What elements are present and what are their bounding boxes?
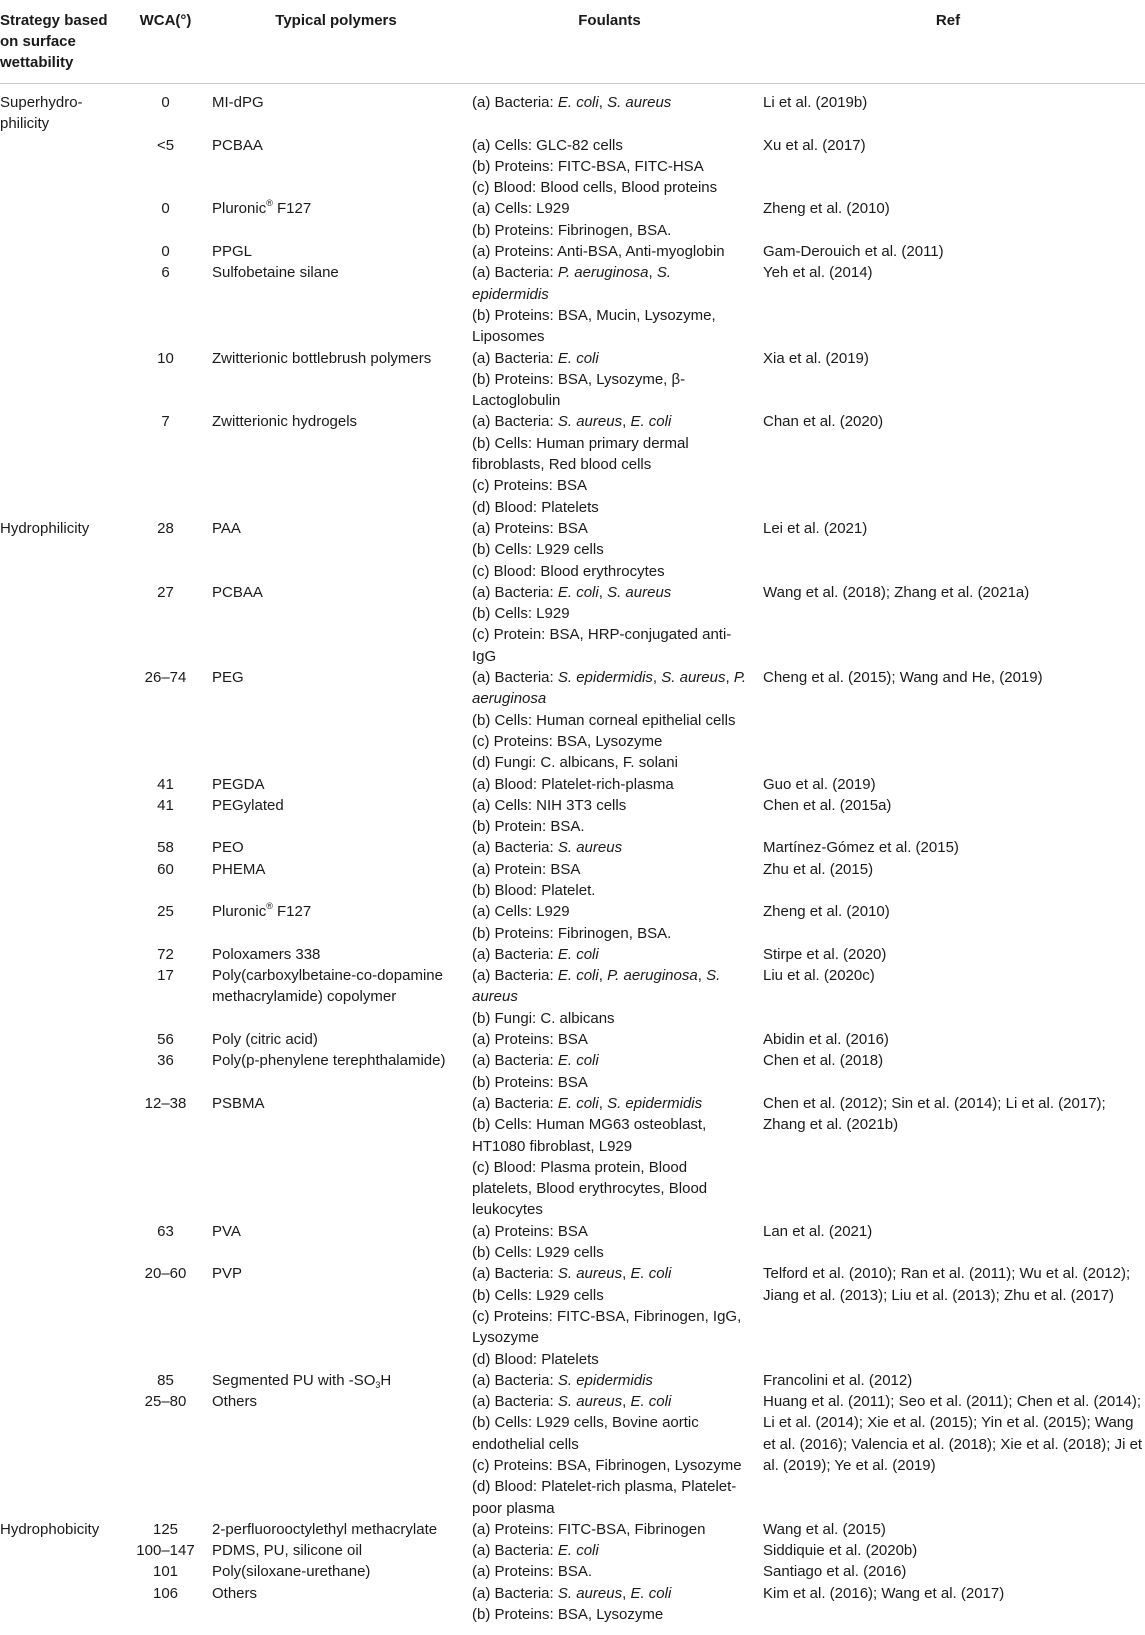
foulants-cell xyxy=(468,837,751,858)
foulant-line: (c) Proteins: BSA, Lysozyme xyxy=(472,732,663,750)
strategy-cell xyxy=(0,1561,127,1582)
strategy-cell xyxy=(0,944,127,965)
strategy-cell xyxy=(0,262,127,347)
wca-cell: 106 xyxy=(152,1584,179,1602)
polymer-cell: Pluronic® F127 xyxy=(212,198,312,218)
foulant-line: (b) Cells: L929 cells xyxy=(472,1286,604,1304)
foulant-line: (b) Proteins: FITC-BSA, FITC-HSA xyxy=(472,157,704,175)
strategy-cell xyxy=(0,1050,127,1093)
foulants-cell xyxy=(468,944,751,965)
table-row xyxy=(0,262,1145,347)
polymer-cell: PVA xyxy=(212,1222,241,1240)
polymer-cell: PCBAA xyxy=(212,583,263,601)
wca-cell: 0 xyxy=(161,94,170,111)
foulants-cell xyxy=(468,859,751,902)
foulant-line: (c) Blood: Blood erythrocytes xyxy=(472,562,665,580)
foulants-cell xyxy=(468,901,751,944)
header-ref: Ref xyxy=(751,0,1145,84)
foulants-cell xyxy=(468,582,751,667)
table-row xyxy=(0,1561,1145,1582)
strategy-cell xyxy=(0,135,127,199)
polymer-cell: Poloxamers 338 xyxy=(212,945,321,963)
ref-cell: Liu et al. (2020c) xyxy=(763,967,875,985)
polymer-cell: Zwitterionic hydrogels xyxy=(212,413,358,431)
ref-cell: Kim et al. (2016); Wang et al. (2017) xyxy=(763,1584,1005,1602)
foulants-cell xyxy=(468,1050,751,1093)
wca-cell: 101 xyxy=(152,1563,179,1581)
table-header-row xyxy=(0,0,1145,84)
strategy-cell xyxy=(0,1093,127,1221)
polymer-cell: Segmented PU with $-SO_3H$ xyxy=(212,1371,392,1390)
ref-cell: Cheng et al. (2015); Wang and He, (2019) xyxy=(763,669,1043,687)
polymer-cell: PDMS, PU, silicone oil xyxy=(212,1542,363,1560)
polymer-cell: MI-dPG xyxy=(212,94,264,111)
strategy-cell xyxy=(0,1370,127,1391)
strategy-cell xyxy=(0,411,127,517)
polymer-cell: PEGDA xyxy=(212,775,265,793)
foulants-cell xyxy=(468,84,751,135)
strategy-cell xyxy=(0,348,127,412)
polymer-cell: PPGL xyxy=(212,243,253,261)
wca-cell: 125 xyxy=(152,1520,179,1538)
polymer-cell: PSBMA xyxy=(212,1094,265,1112)
foulants-cell xyxy=(468,1093,751,1221)
foulant-line: (b) Proteins: BSA xyxy=(472,1073,588,1091)
polymer-cell: PVP xyxy=(212,1265,243,1283)
foulant-line: (a) Bacteria: E. coli xyxy=(472,349,599,367)
wca-cell: 28 xyxy=(157,519,174,537)
wca-cell: 41 xyxy=(157,775,174,793)
wca-cell: 56 xyxy=(157,1031,174,1049)
wca-cell: 20–60 xyxy=(144,1265,187,1283)
header-strategy: Strategy based on surface wettability xyxy=(0,0,127,84)
wca-cell: 17 xyxy=(157,967,174,985)
foulant-line: (b) Blood: Platelet. xyxy=(472,881,596,899)
polymer-cell: PEG xyxy=(212,669,244,687)
table-row xyxy=(0,198,1145,241)
table-body xyxy=(0,84,1145,1626)
ref-cell: Zheng et al. (2010) xyxy=(763,903,890,921)
ref-cell: Wang et al. (2018); Zhang et al. (2021a) xyxy=(763,583,1030,601)
foulant-line: (c) Proteins: FITC-BSA, Fibrinogen, IgG, Lysozyme xyxy=(472,1307,742,1347)
foulant-line: (d) Fungi: C. albicans, F. solani xyxy=(472,754,678,772)
foulant-line: (a) Proteins: Anti-BSA, Anti-myoglobin xyxy=(472,243,725,261)
table-row xyxy=(0,667,1145,773)
foulants-cell xyxy=(468,1221,751,1264)
wca-cell: <5 xyxy=(156,136,175,154)
foulants-cell xyxy=(468,1029,751,1050)
foulant-line: (d) Blood: Platelets xyxy=(472,498,599,516)
wca-cell: 60 xyxy=(157,860,174,878)
table-row xyxy=(0,944,1145,965)
foulants-cell xyxy=(468,795,751,838)
ref-cell: Wang et al. (2015) xyxy=(763,1520,886,1538)
foulants-cell xyxy=(468,1519,751,1540)
wca-cell: 41 xyxy=(157,796,174,814)
foulant-line: (a) Bacteria: S. aureus, E. coli xyxy=(472,1584,672,1602)
foulant-line: (c) Proteins: BSA, Fibrinogen, Lysozyme xyxy=(472,1457,742,1474)
table-row xyxy=(0,582,1145,667)
foulant-line: (d) Blood: Platelets xyxy=(472,1350,599,1368)
header-foulants: Foulants xyxy=(468,0,751,84)
foulant-line: (a) Cells: NIH 3T3 cells xyxy=(472,796,627,814)
wca-cell: 100–147 xyxy=(136,1542,195,1560)
strategy-cell xyxy=(0,1263,127,1369)
table-row xyxy=(0,859,1145,902)
polymer-cell: Pluronic® F127 xyxy=(212,901,312,921)
ref-cell: Chen et al. (2012); Sin et al. (2014); Li et al. (2017); Zhang et al. (2021b) xyxy=(763,1094,1106,1134)
wca-cell: 0 xyxy=(161,200,170,218)
strategy-cell xyxy=(0,198,127,241)
polymer-cell: PEO xyxy=(212,839,244,857)
foulant-line: (a) Bacteria: S. aureus xyxy=(472,839,623,857)
foulant-line: (a) Bacteria: S. epidermidis, S. aureus, P. aeruginosa xyxy=(472,669,747,708)
strategy-cell xyxy=(0,965,127,1029)
ref-cell: Stirpe et al. (2020) xyxy=(763,945,887,963)
polymer-cell: Sulfobetaine silane xyxy=(212,264,339,282)
foulants-cell xyxy=(468,1391,751,1519)
ref-cell: Abidin et al. (2016) xyxy=(763,1031,889,1049)
table-row xyxy=(0,1583,1145,1626)
foulant-line: (b) Protein: BSA. xyxy=(472,818,585,836)
strategy-cell xyxy=(0,1540,127,1561)
ref-cell: Guo et al. (2019) xyxy=(763,775,876,793)
table-row xyxy=(0,1093,1145,1221)
polymer-cell: Poly(p-phenylene terephthalamide) xyxy=(212,1052,446,1070)
strategy-cell xyxy=(0,1221,127,1264)
foulants-cell xyxy=(468,241,751,262)
ref-cell: Telford et al. (2010); Ran et al. (2011); Wu et al. (2012); Jiang et al. (2013); Liu et al. (2013); Zhu et al. (2017) xyxy=(763,1265,1131,1304)
foulant-line: (a) Bacteria: S. epidermidis xyxy=(472,1371,653,1389)
wca-cell: 58 xyxy=(157,839,174,857)
foulant-line: (c) Protein: BSA, HRP-conjugated anti-IgG xyxy=(472,626,732,665)
strategy-cell xyxy=(0,774,127,795)
wca-cell: 27 xyxy=(157,583,174,601)
wca-cell: 12–38 xyxy=(144,1094,187,1112)
foulants-cell xyxy=(468,348,751,412)
wca-cell: 63 xyxy=(157,1222,174,1240)
polymer-cell: Poly(siloxane-urethane) xyxy=(212,1563,371,1581)
table-row xyxy=(0,901,1145,944)
foulant-line: (a) Cells: L929 xyxy=(472,200,570,218)
ref-cell: Francolini et al. (2012) xyxy=(763,1371,913,1389)
strategy-cell xyxy=(0,837,127,858)
strategy-cell xyxy=(0,667,127,773)
ref-cell: Yeh et al. (2014) xyxy=(763,264,873,282)
foulant-line: (b) Cells: Human MG63 osteoblast, HT1080 fibroblast, L929 xyxy=(472,1116,707,1155)
polymer-cell: Others xyxy=(212,1584,258,1602)
table-row xyxy=(0,135,1145,199)
ref-cell: Gam-Derouich et al. (2011) xyxy=(763,243,944,261)
foulant-line: (b) Proteins: BSA, Lysozyme xyxy=(472,1606,664,1624)
table-row xyxy=(0,84,1145,135)
foulants-cell xyxy=(468,1561,751,1582)
strategy-cell xyxy=(0,859,127,902)
table-row xyxy=(0,1050,1145,1093)
strategy-cell xyxy=(0,901,127,944)
polymer-cell: PHEMA xyxy=(212,860,266,878)
polymer-cell: 2-perfluorooctylethyl methacrylate xyxy=(212,1520,438,1538)
table-row xyxy=(0,1221,1145,1264)
table-row xyxy=(0,965,1145,1029)
table-row xyxy=(0,518,1145,582)
ref-cell: Huang et al. (2011); Seo et al. (2011); Chen et al. (2014); Li et al. (2014); Xie et al. (2015); Yin et al. (2015); Wang et al. (2016); Valencia et al. (2018); Xie et al. (2018); Ji et al. (2019); Ye et al. (2019) xyxy=(763,1393,1143,1474)
polymer-cell: PEGylated xyxy=(212,796,284,814)
foulant-line: (a) Bacteria: E. coli, S. epidermidis xyxy=(472,1094,703,1112)
foulant-line: (d) Blood: Platelet-rich plasma, Platelet-poor plasma xyxy=(472,1478,737,1517)
foulant-line: (b) Cells: L929 xyxy=(472,605,570,623)
foulant-line: (a) Bacteria: S. aureus, E. coli xyxy=(472,1393,672,1411)
strategy-cell xyxy=(0,241,127,262)
foulants-cell xyxy=(468,411,751,517)
foulants-cell xyxy=(468,965,751,1029)
wca-cell: 10 xyxy=(157,349,174,367)
wca-cell: 6 xyxy=(161,264,170,282)
polymer-cell: Zwitterionic bottlebrush polymers xyxy=(212,349,432,367)
foulant-line: (a) Bacteria: E. coli, S. aureus xyxy=(472,94,672,111)
foulant-line: (a) Bacteria: E. coli xyxy=(472,1052,599,1070)
strategy-cell: Superhydro- philicity xyxy=(0,94,83,133)
foulant-line: (a) Proteins: BSA xyxy=(472,519,588,537)
ref-cell: Zheng et al. (2010) xyxy=(763,200,890,218)
polymer-cell: PAA xyxy=(212,519,241,537)
foulants-cell xyxy=(468,1540,751,1561)
foulants-cell xyxy=(468,518,751,582)
foulant-line: (a) Proteins: BSA xyxy=(472,1222,588,1240)
foulants-cell xyxy=(468,774,751,795)
foulants-cell xyxy=(468,1583,751,1626)
table-row xyxy=(0,837,1145,858)
foulant-line: (a) Bacteria: E. coli xyxy=(472,945,599,963)
foulant-line: (b) Proteins: Fibrinogen, BSA. xyxy=(472,924,672,942)
foulants-cell xyxy=(468,198,751,241)
header-polymers: Typical polymers xyxy=(204,0,468,84)
ref-cell: Zhu et al. (2015) xyxy=(763,860,874,878)
polymer-cell: Poly(carboxylbetaine-co-dopamine methacrylamide) copolymer xyxy=(212,967,443,1006)
ref-cell: Santiago et al. (2016) xyxy=(763,1563,907,1581)
foulant-line: (b) Proteins: BSA, Mucin, Lysozyme, Liposomes xyxy=(472,306,716,346)
foulant-line: (a) Bacteria: E. coli, P. aeruginosa, S. aureus xyxy=(472,967,721,1006)
strategy-cell: Hydrophilicity xyxy=(0,519,90,537)
foulant-line: (a) Proteins: FITC-BSA, Fibrinogen xyxy=(472,1520,706,1538)
ref-cell: Chen et al. (2018) xyxy=(763,1052,884,1070)
wca-cell: 25 xyxy=(157,903,174,921)
ref-cell: Xu et al. (2017) xyxy=(763,136,866,154)
wca-cell: 0 xyxy=(161,243,170,261)
foulant-line: (c) Blood: Plasma protein, Blood platelets, Blood erythrocytes, Blood leukocytes xyxy=(472,1158,708,1219)
foulant-line: (b) Cells: L929 cells, Bovine aortic endothelial cells xyxy=(472,1414,699,1453)
ref-cell: Lei et al. (2021) xyxy=(763,519,868,537)
table-row xyxy=(0,1370,1145,1391)
table-row xyxy=(0,1540,1145,1561)
table-row xyxy=(0,411,1145,517)
ref-cell: Chen et al. (2015a) xyxy=(763,796,892,814)
ref-cell: Xia et al. (2019) xyxy=(763,349,869,367)
foulant-line: (a) Bacteria: S. aureus, E. coli xyxy=(472,413,672,431)
foulant-line: (a) Bacteria: P. aeruginosa, S. epidermidis xyxy=(472,264,672,303)
strategy-cell: Hydrophobicity xyxy=(0,1520,100,1538)
foulants-cell xyxy=(468,135,751,199)
foulant-line: (a) Bacteria: S. aureus, E. coli xyxy=(472,1265,672,1283)
table-row xyxy=(0,1391,1145,1519)
foulant-line: (a) Bacteria: E. coli xyxy=(472,1542,599,1560)
strategy-cell xyxy=(0,1029,127,1050)
header-wca: WCA(°) xyxy=(127,0,204,84)
foulant-line: (a) Proteins: BSA. xyxy=(472,1563,593,1581)
strategy-cell xyxy=(0,1391,127,1519)
foulant-line: (c) Proteins: BSA xyxy=(472,477,588,495)
polymer-cell: PCBAA xyxy=(212,136,263,154)
wca-cell: 26–74 xyxy=(144,669,187,687)
foulants-cell xyxy=(468,262,751,347)
foulants-cell xyxy=(468,667,751,773)
foulants-cell xyxy=(468,1263,751,1369)
ref-cell: Siddiquie et al. (2020b) xyxy=(763,1542,918,1560)
table-row xyxy=(0,1029,1145,1050)
wca-cell: 36 xyxy=(157,1052,174,1070)
table-row xyxy=(0,241,1145,262)
table-row xyxy=(0,1519,1145,1540)
foulant-line: (a) Cells: GLC-82 cells xyxy=(472,136,623,154)
strategy-cell xyxy=(0,582,127,667)
strategy-cell xyxy=(0,795,127,838)
strategy-cell xyxy=(0,1583,127,1626)
wca-cell: 7 xyxy=(161,413,170,431)
wca-cell: 85 xyxy=(157,1371,174,1389)
foulant-line: (a) Cells: L929 xyxy=(472,903,570,921)
table-row xyxy=(0,1263,1145,1369)
foulant-line: (b) Cells: L929 cells xyxy=(472,1244,604,1262)
wca-cell: 72 xyxy=(157,945,174,963)
polymer-cell: Others xyxy=(212,1393,258,1411)
polymer-cell: Poly (citric acid) xyxy=(212,1031,318,1049)
foulant-line: (a) Protein: BSA xyxy=(472,860,581,878)
ref-cell: Martínez-Gómez et al. (2015) xyxy=(763,839,959,857)
ref-cell: Lan et al. (2021) xyxy=(763,1222,873,1240)
foulant-line: (b) Proteins: Fibrinogen, BSA. xyxy=(472,221,672,239)
foulant-line: (b) Cells: Human corneal epithelial cells xyxy=(472,711,736,729)
foulant-line: (a) Blood: Platelet-rich-plasma xyxy=(472,775,674,793)
table-row xyxy=(0,774,1145,795)
foulant-line: (b) Fungi: C. albicans xyxy=(472,1009,615,1027)
foulants-cell xyxy=(468,1370,751,1391)
foulant-line: (c) Blood: Blood cells, Blood proteins xyxy=(472,179,718,197)
wca-cell: 25–80 xyxy=(144,1393,187,1411)
ref-cell: Chan et al. (2020) xyxy=(763,413,884,431)
table-row xyxy=(0,795,1145,838)
table-row xyxy=(0,348,1145,412)
foulant-line: (a) Proteins: BSA xyxy=(472,1031,588,1049)
foulant-line: (b) Proteins: BSA, Lysozyme, β-Lactoglobulin xyxy=(472,370,686,410)
foulant-line: (b) Cells: L929 cells xyxy=(472,541,604,559)
foulant-line: (b) Cells: Human primary dermal fibroblasts, Red blood cells xyxy=(472,434,689,474)
foulant-line: (a) Bacteria: E. coli, S. aureus xyxy=(472,583,672,601)
ref-cell: Li et al. (2019b) xyxy=(763,94,868,111)
